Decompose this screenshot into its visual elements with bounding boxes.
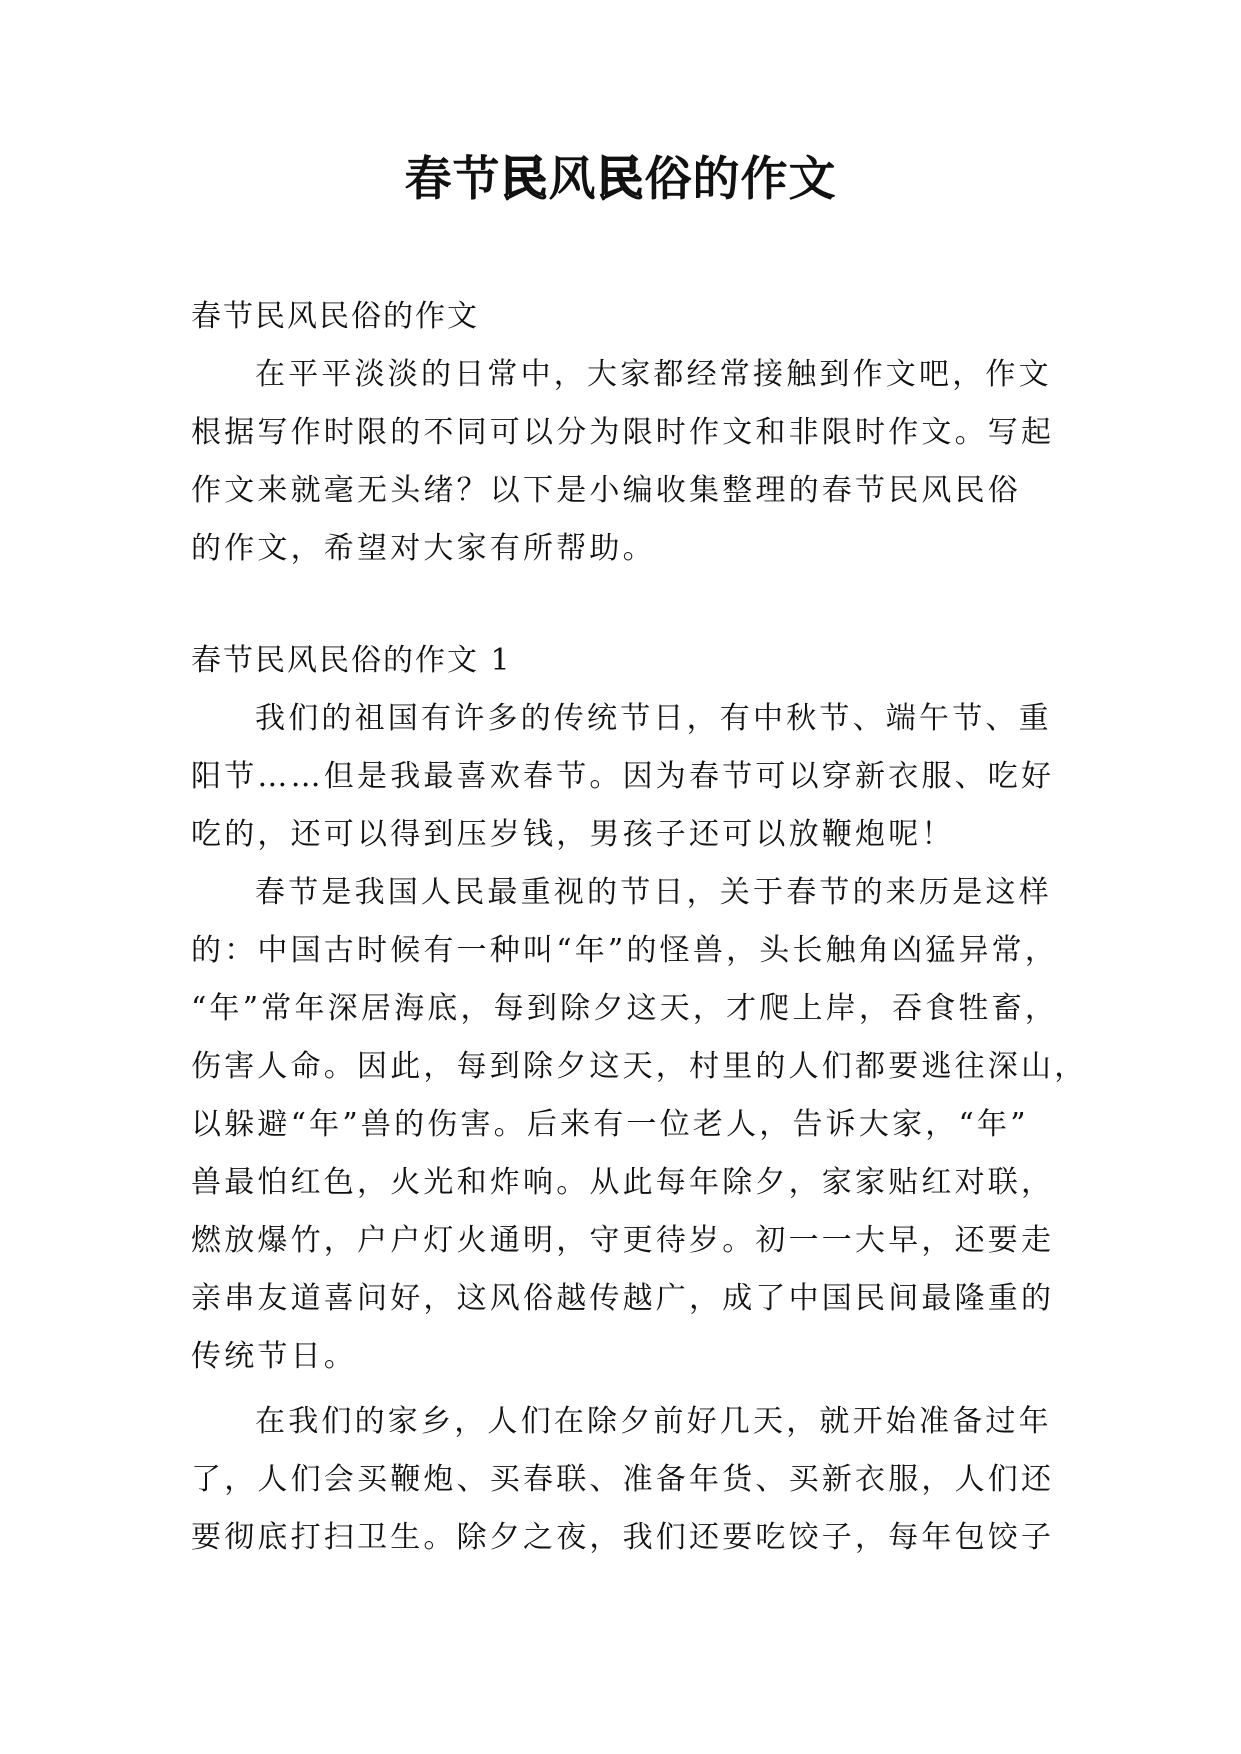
document-body [191,288,1088,1567]
intro-line-1: 在平平淡淡的日常中，大家都经常接触到作文吧，作文 [255,357,1052,392]
intro-line-2: 根据写作时限的不同可以分为限时作文和非限时作文。写起 [191,415,1055,450]
page-title [0,150,1241,210]
intro-line-3: 作文来就毫无头绪？以下是小编收集整理的春节民风民俗 [191,473,1021,508]
title-part-4-outlined: 民 [596,152,645,207]
section1-p2-line-5: 以躲避“年”兽的伤害。后来有一位老人，告诉大家，“年” [191,1107,1029,1142]
section1-p2-line-9: 传统节日。 [191,1339,357,1374]
section-spacer [191,578,1053,632]
section1-p2-line-7: 燃放爆竹，户户灯火通明，守更待岁。初一一大早，还要走 [191,1223,1055,1258]
section1-paragraph-3 [191,1393,1053,1567]
intro-heading: 春节民风民俗的作文 [191,299,479,334]
intro-paragraph [191,346,1053,578]
section1-p3-line-2: 了，人们会买鞭炮、买春联、准备年货、买新衣服，人们还 [191,1462,1055,1497]
section1-p1-line-1: 我们的祖国有许多的传统节日，有中秋节、端午节、重 [255,701,1052,736]
section1-p2-line-1: 春节是我国人民最重视的节日，关于春节的来历是这样 [255,875,1052,910]
section1-p2-line-3: “年”常年深居海底，每到除夕这天，才爬上岸，吞食牲畜， [191,991,1059,1026]
section1-p1-line-2: 阳节……但是我最喜欢春节。因为春节可以穿新衣服、吃好 [191,759,1055,794]
section1-p3-line-3: 要彻底打扫卫生。除夕之夜，我们还要吃饺子，每年包饺子 [191,1520,1055,1555]
section1-heading: 春节民风民俗的作文 1 [191,643,512,678]
section1-p2-line-2: 的：中国古时候有一种叫“年”的怪兽，头长触角凶猛异常， [191,933,1059,968]
title-part-3: 风 [548,152,597,207]
section1-paragraph-1 [191,690,1053,864]
section1-p2-line-6: 兽最怕红色，火光和炸响。从此每年除夕，家家贴红对联， [191,1165,1055,1200]
title-part-1: 春节 [404,152,501,207]
paragraph-spacer [191,1386,1053,1393]
title-part-5: 俗的作文 [644,152,837,207]
section1-p2-line-8: 亲串友道喜问好，这风俗越传越广，成了中国民间最隆重的 [191,1281,1055,1316]
section1-p1-line-3: 吃的，还可以得到压岁钱，男孩子还可以放鞭炮呢！ [191,817,955,852]
section1-paragraph-2 [191,864,1088,1386]
section1-p2-line-4: 伤害人命。因此，每到除夕这天，村里的人们都要逃往深山， [191,1049,1088,1084]
section1-p3-line-1: 在我们的家乡，人们在除夕前好几天，就开始准备过年 [255,1404,1052,1439]
intro-line-4: 的作文，希望对大家有所帮助。 [191,531,656,566]
title-part-2-outlined: 民 [500,152,549,207]
